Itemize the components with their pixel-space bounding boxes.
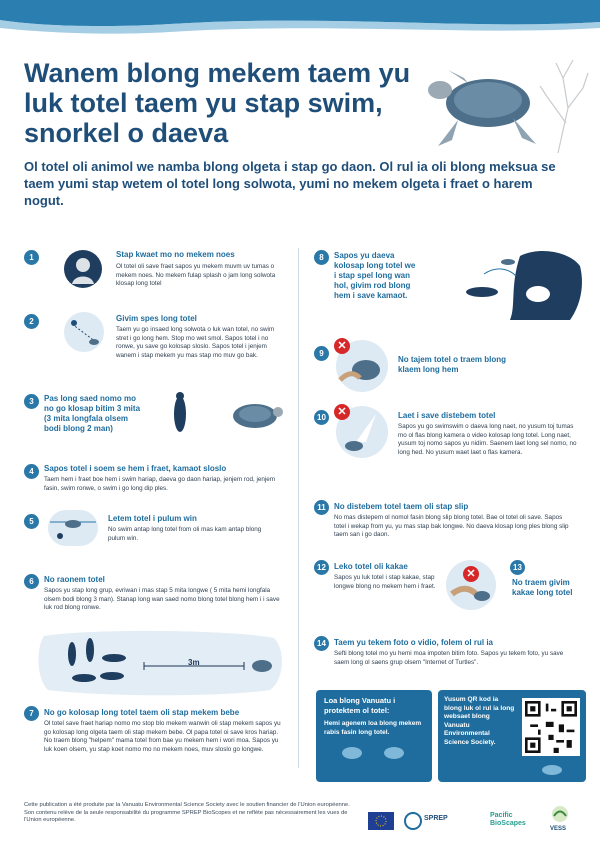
turtle-header-illustration xyxy=(418,48,593,158)
tip-2-body: Taem yu go insaed long solwota o luk wan totel, no swim stret i go long hem. Stop mo wet smol. Sapos totel i no ronwe, yu save go kolosap sloslo. Sapos totel i jenjem wanem i stap mekem yu mas stap mo muv go bak. xyxy=(116,326,275,359)
qr-code[interactable] xyxy=(522,698,580,756)
top-wave-band xyxy=(0,0,600,40)
tip-7-body: Ol totel save fraet hariap nomo mo stop blo mekem wanwin oli stap mekem sapos yu go kolosap long olgeta taem oli stap mekem bebe. Ol papa totel oi save kros hariap. No traem blong "helpem" mama totel from bae yu mekem hem i wori moa. Sapos yu luk koen olsem, yu stap koet nomo mo no mekem noes, muv sloslo go longwe. xyxy=(44,720,281,753)
tip-2-heading: Givim spes long totel xyxy=(116,314,197,323)
tip-8-heading: Sapos yu daeva kolosap long totel we i stap spel long wan hol, givim rod blong hem i save kamaot. xyxy=(334,251,416,300)
tip-14-body: Sefti blong totel mo yu hemi moa impoten bitim foto. Sapos yu tekem foto, yu save saem long ol saens grup olsem "Internet of Turtles". xyxy=(334,650,564,666)
breathing-turtle-icon xyxy=(48,510,98,546)
diver-cave-illustration xyxy=(420,246,585,326)
tip-12-heading: Leko totel oli kakae xyxy=(334,562,408,571)
page-title: Wanem blong mekem taem yu luk totel taem yu stap swim, snorkel o daeva xyxy=(24,58,411,148)
tip-number-2: 2 xyxy=(24,314,39,329)
tip-number-7: 7 xyxy=(24,706,39,721)
tip-5-body: No swim antap long totel from oli mas kam antap blong pulum win. xyxy=(108,526,262,542)
tip-number-3: 3 xyxy=(24,394,39,409)
tip-6-body: Sapos yu stap long grup, evriwan i mas stap 5 mita longwe ( 5 mita hemi longfala olsem bodi blong 3 man). Stanap long wan saed nomo blong totel blong hem i i save luk rod blong ronwe. xyxy=(44,587,280,612)
diver-and-turtle-illustration xyxy=(150,392,290,444)
prohibited-icon: ✕ xyxy=(334,338,350,354)
tip-number-10: 10 xyxy=(314,410,329,425)
silent-person-icon xyxy=(64,250,102,288)
prohibited-icon: ✕ xyxy=(463,566,479,582)
sprep-logo-text: SPREP xyxy=(424,815,448,822)
tip-number-5: 5 xyxy=(24,514,39,529)
law-info-box xyxy=(316,690,432,782)
sprep-logo-icon xyxy=(404,812,422,830)
divers-group-illustration xyxy=(34,630,284,696)
tip-9-heading: No tajem totel o traem blong klaem long hem xyxy=(398,355,507,374)
tip-number-1: 1 xyxy=(24,250,39,265)
tip-11-heading: No distebem totel taem oli stap slip xyxy=(334,502,469,511)
pacific-bioscapes-logo: Pacific BioScapes xyxy=(490,812,526,827)
tip-14-heading: Taem yu tekem foto o vidio, folem ol rul ia xyxy=(334,638,493,647)
tip-1-heading: Stap kwaet mo no mekem noes xyxy=(116,250,235,259)
tip-number-12: 12 xyxy=(314,560,329,575)
swim-space-icon xyxy=(64,312,104,352)
tip-number-8: 8 xyxy=(314,250,329,265)
tip-7-heading: No go kolosap long totel taem oli stap mekem bebe xyxy=(44,708,240,717)
tip-1-body: Ol totel oli save fraet sapos yu mekem muvm uv tumas o mekem noes. No mekem fulap splash o jam long solwota klosap long totel xyxy=(116,263,276,288)
law-box-body: Hemi agenem loa blong mekem rabis fasin long totel. xyxy=(324,720,422,736)
tip-6-heading: No raonem totel xyxy=(44,575,105,584)
turtle-icon xyxy=(534,762,574,778)
prohibited-icon: ✕ xyxy=(334,404,350,420)
distance-label: 3m xyxy=(188,658,200,667)
qr-box-heading: Yusum QR kod ia blong luk ol rul ia long websaet blong Vanuatu Environmental Science Society. xyxy=(444,696,515,746)
tip-12-body: Sapos yu luk totel i stap kakae, stap longwe blong no mekem hem i fraet. xyxy=(334,574,436,590)
tip-5-heading: Letem totel i pulum win xyxy=(108,514,197,523)
footer-disclaimer: Cette publication a été produite par la Vanuatu Environmental Science Society avec le soutien financier de l'Union européenne. Son contenu relève de la seule responsabilité du programme SPREP BioScopes et ne reflète pas nécessairement les vues de l'Union européenne. xyxy=(24,802,350,824)
tip-11-body: No mas distepem ol nomol fasin blong slip blong totel. Bae ol totel oli save. Sapos totel i wekap from yu, yu mas stap bak longwe. No daeva klosap long ples blong slip taem san i go daon. xyxy=(334,514,569,539)
tip-number-9: 9 xyxy=(314,346,329,361)
tip-number-4: 4 xyxy=(24,464,39,479)
tip-3-heading: Pas long saed nomo mo no go klosap bitim 3 mita (3 mita longfala olsem bodi blong 2 man) xyxy=(44,394,141,433)
tip-13-heading: No traem givim kakae long totel xyxy=(512,578,573,597)
vess-logo-text: VESS xyxy=(550,826,567,832)
tip-4-heading: Sapos totel i soem se hem i fraet, kamaot sloslo xyxy=(44,464,227,473)
tip-number-11: 11 xyxy=(314,500,329,515)
tip-number-13: 13 xyxy=(510,560,525,575)
tip-4-body: Taem hem i fraet boe hem i swim hariap, daeva go daon hariap, jenjem rod, jenjem fasin, swim ronwe, o swim i go long dip ples. xyxy=(44,476,276,492)
eu-flag-logo xyxy=(368,812,394,830)
vess-logo-icon xyxy=(548,804,572,824)
turtles-icon xyxy=(324,741,424,763)
tip-number-6: 6 xyxy=(24,574,39,589)
tip-10-body: Sapos yu go swimswim o daeva long naet, no yusum toj tumas mo ol flas blong kamera o video kolosap long totel. Long naet, yusum toj nomo sapos yu nidim. Saenem laet long sel nomo, no long hed. No yusum waet laet o flas kamera. xyxy=(398,423,577,456)
column-divider xyxy=(298,248,299,768)
intro-text: Ol totel oli animol we namba blong olgeta i stap go daon. Ol rul ia oli blong meksua se taem yumi stap wetem ol totel long solwota, yumi no mekem olgeta i fraet o harem nogut. xyxy=(24,159,556,208)
law-box-heading: Loa blong Vanuatu i protektem ol totel: xyxy=(324,696,396,715)
tip-number-14: 14 xyxy=(314,636,329,651)
qr-info-box xyxy=(438,690,586,782)
tip-10-heading: Laet i save distebem totel xyxy=(398,411,496,420)
